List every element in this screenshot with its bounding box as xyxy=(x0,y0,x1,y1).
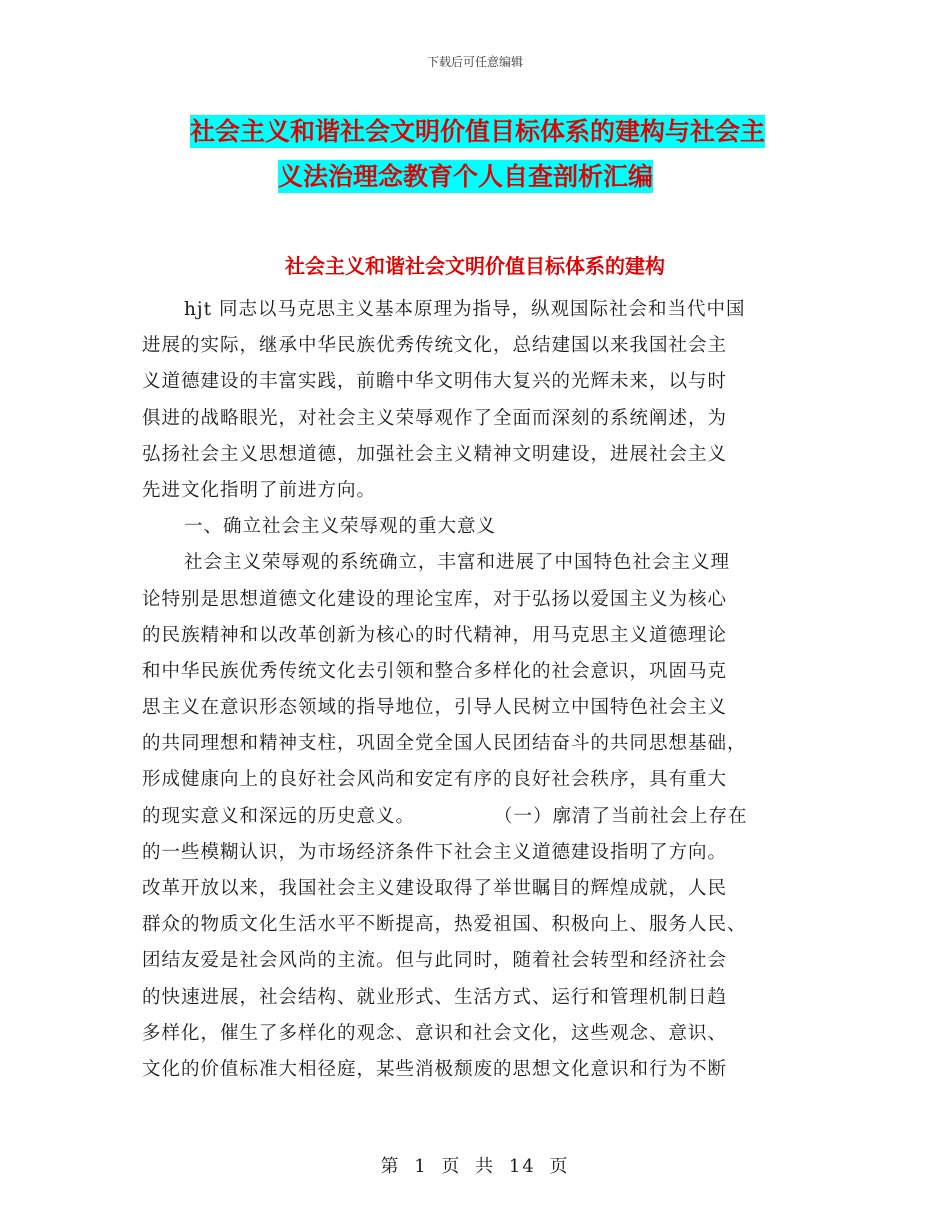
title-line-2 xyxy=(190,154,810,199)
title-highlight-1: 社会主义和谐社会文明价值目标体系的建构与社会主 xyxy=(190,117,766,146)
section-title: 社会主义和谐社会文明价值目标体系的建构 xyxy=(285,254,665,278)
body-line: 的民族精神和以改革创新为核心的时代精神，用马克思主义道德理论 xyxy=(142,624,728,646)
page-footer: 第 1 页 共 14 页 xyxy=(380,1156,570,1177)
body-line: 形成健康向上的良好社会风尚和安定有序的良好社会秩序，具有重大 xyxy=(142,769,728,791)
document-title xyxy=(190,109,810,199)
body-line: 进展的实际，继承中华民族优秀传统文化，总结建国以来我国社会主 xyxy=(142,335,728,357)
body-line: 俱进的战略眼光，对社会主义荣辱观作了全面而深刻的系统阐述，为 xyxy=(142,407,728,429)
body-line: 思主义在意识形态领域的指导地位，引导人民树立中国特色社会主义 xyxy=(142,697,728,719)
body-line: 的快速进展，社会结构、就业形式、生活方式、运行和管理机制日趋 xyxy=(142,986,728,1008)
body-heading-line: 一、确立社会主义荣辱观的重大意义 xyxy=(184,516,497,538)
body-line: hjt 同志以马克思主义基本原理为指导，纵观国际社会和当代中国 xyxy=(184,299,746,320)
body-line: 和中华民族优秀传统文化去引领和整合多样化的社会意识，巩固马克 xyxy=(142,660,728,682)
body-line: 社会主义荣辱观的系统确立，丰富和进展了中国特色社会主义理 xyxy=(184,552,731,574)
title-highlight-2: 义法治理念教育个人自查剖析汇编 xyxy=(278,162,654,191)
body-line: 弘扬社会主义思想道德，加强社会主义精神文明建设，进展社会主义 xyxy=(142,443,728,465)
body-line: 先进文化指明了前进方向。 xyxy=(142,479,377,501)
body-line: 的共同理想和精神支柱，巩固全党全国人民团结奋斗的共同思想基础， xyxy=(142,733,747,755)
body-line: 群众的物质文化生活水平不断提高，热爱祖国、积极向上、服务人民、 xyxy=(142,914,747,936)
body-line: 团结友爱是社会风尚的主流。但与此同时，随着社会转型和经济社会 xyxy=(142,950,728,972)
body-line: 论特别是思想道德文化建设的理论宝库，对于弘扬以爱国主义为核心 xyxy=(142,588,728,610)
title-line-1 xyxy=(190,109,810,154)
body-line: 义道德建设的丰富实践，前瞻中华文明伟大复兴的光辉未来，以与时 xyxy=(142,371,728,393)
body-line: 改革开放以来，我国社会主义建设取得了举世瞩目的辉煌成就，人民 xyxy=(142,878,728,899)
body-line: 的一些模糊认识，为市场经济条件下社会主义道德建设指明了方向。 xyxy=(142,841,728,863)
body-line: 文化的价值标准大相径庭，某些消极颓废的思想文化意识和行为不断 xyxy=(142,1058,728,1080)
body-text xyxy=(142,292,812,1088)
body-line: 多样化，催生了多样化的观念、意识和社会文化，这些观念、意识、 xyxy=(142,1022,728,1044)
body-line: 的现实意义和深远的历史意义。 （一）廓清了当前社会上存在 xyxy=(142,805,748,827)
header-note: 下载后可任意编辑 xyxy=(426,55,523,69)
